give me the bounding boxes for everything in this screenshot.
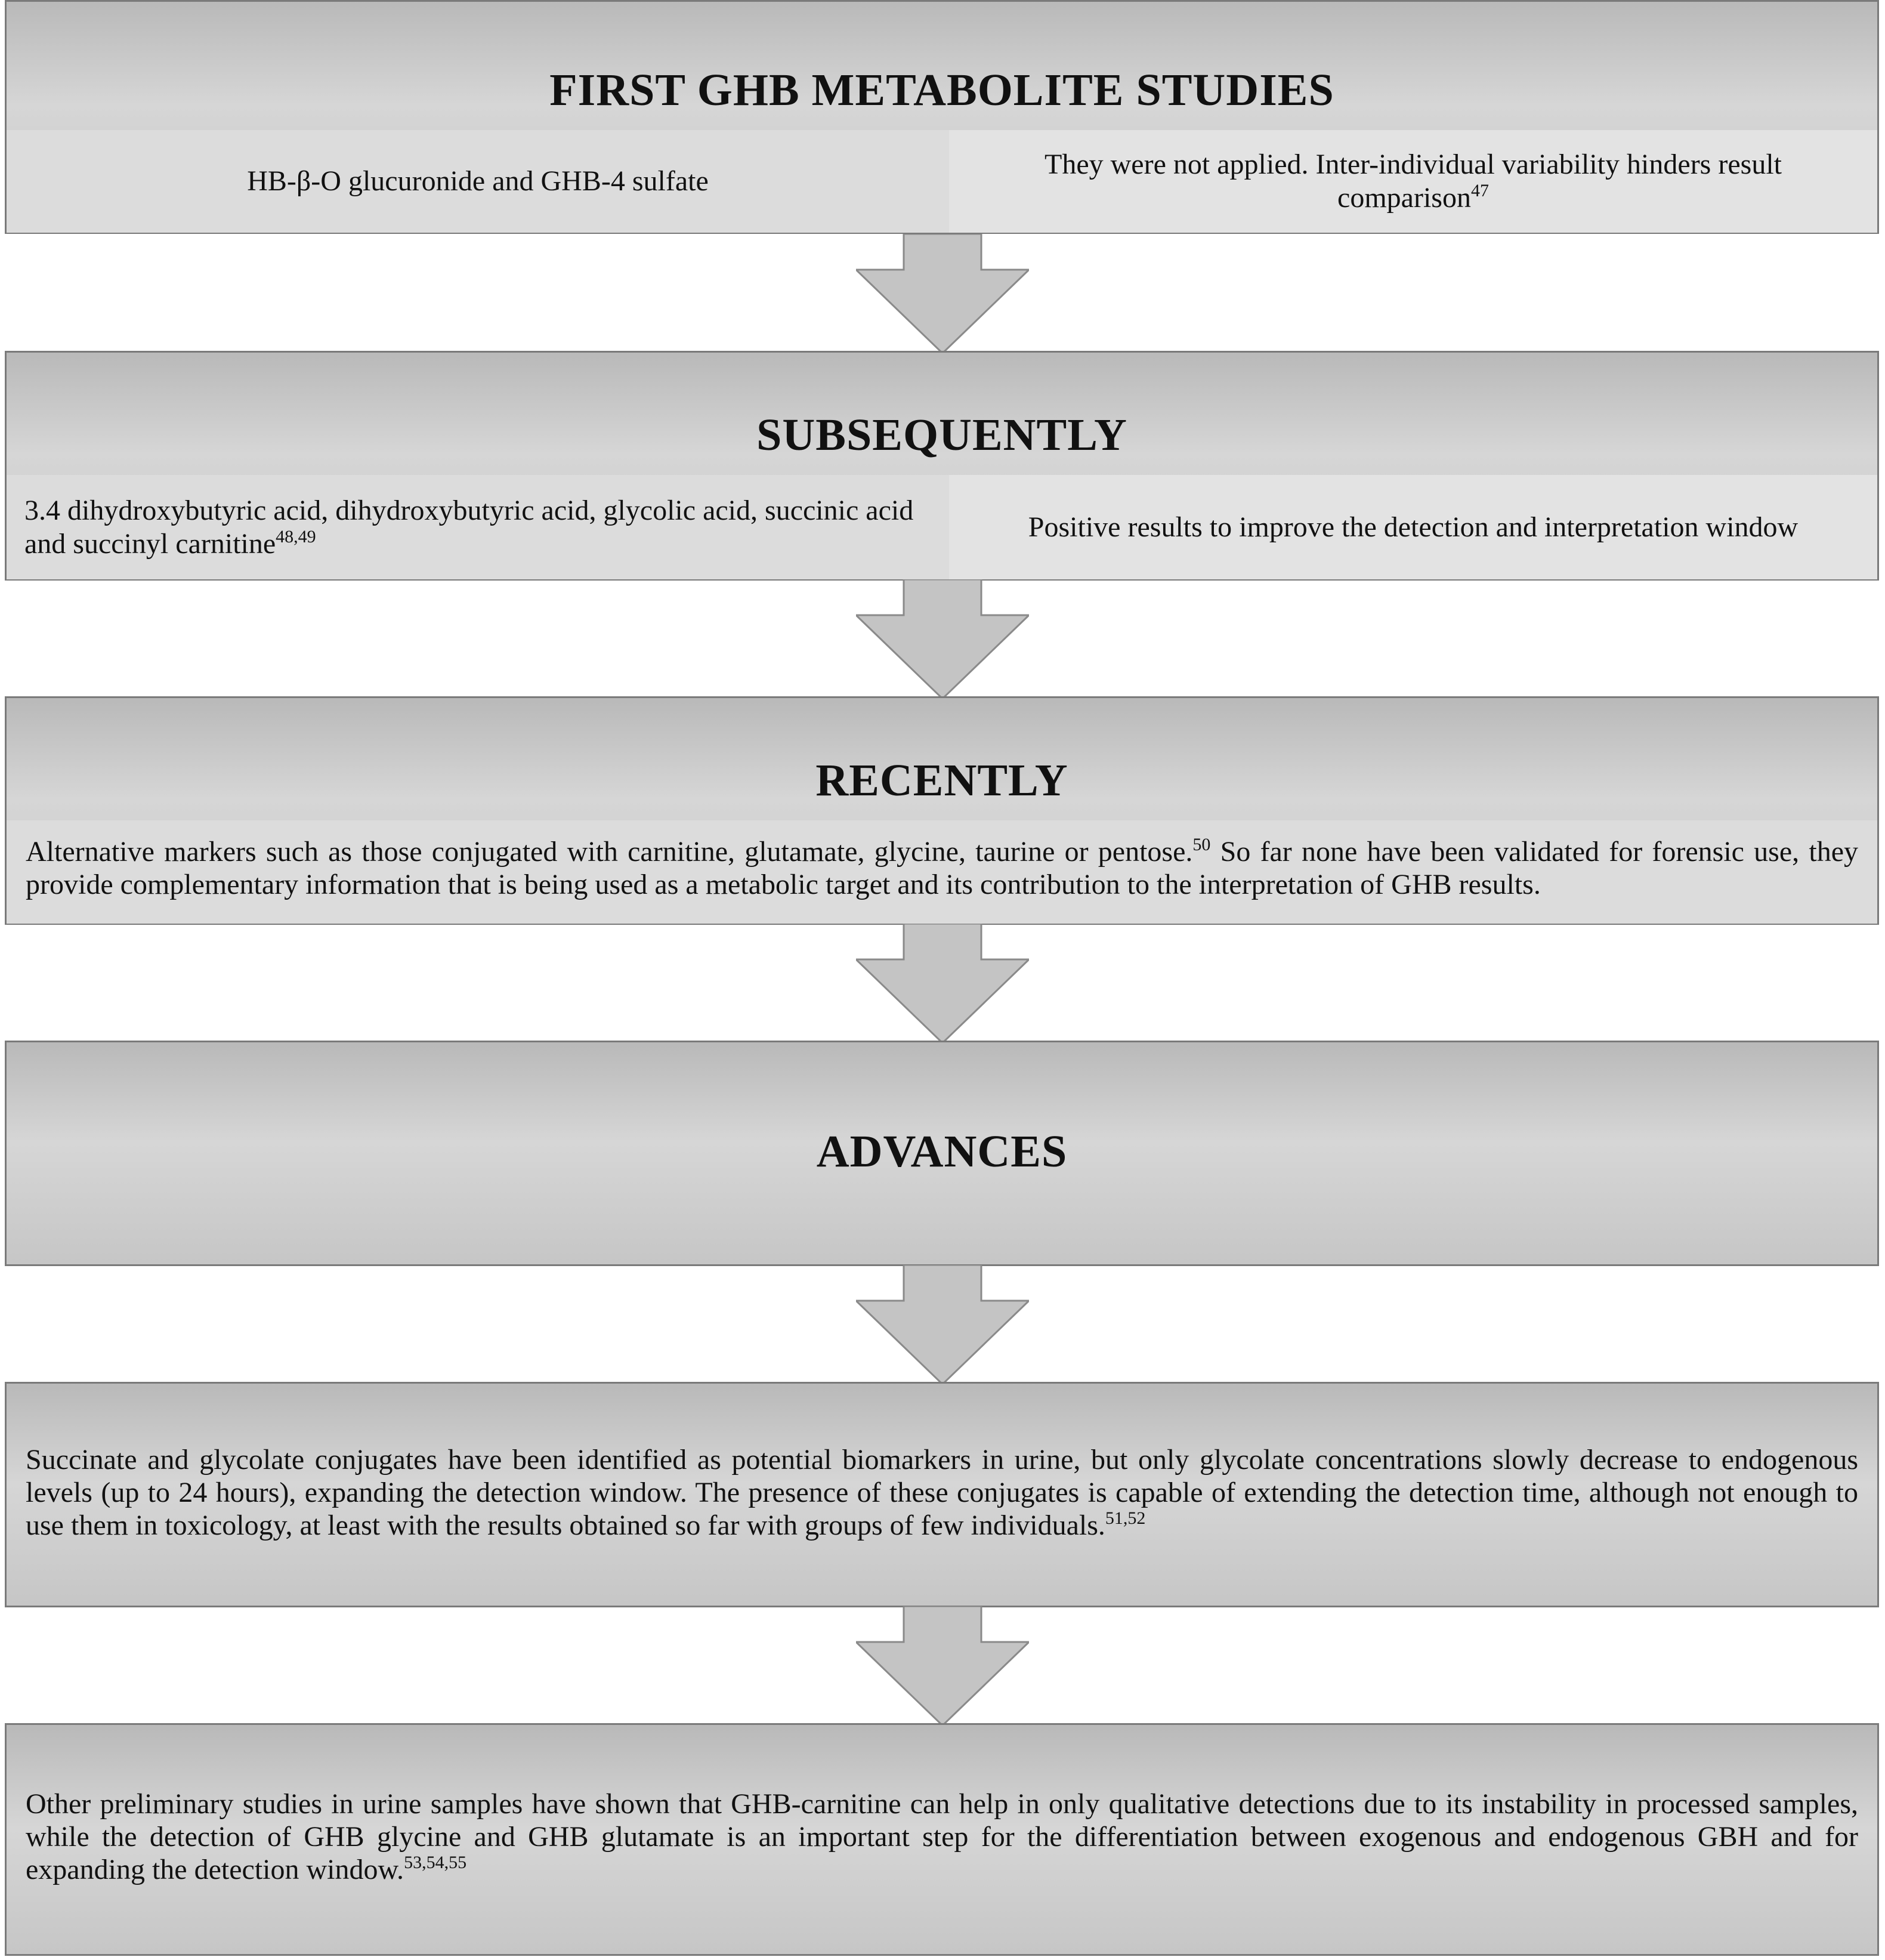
down-arrow-icon xyxy=(856,1265,1029,1384)
detail-band xyxy=(7,475,1877,579)
stage-title: RECENTLY xyxy=(815,755,1068,805)
reference: 47 xyxy=(1470,181,1489,200)
recently-description: Alternative markers such as those conjugated with carnitine, glutamate, glycine, taurine or pentose.$^{50}$ So far none have been validated for forensic use, they provide complementary information that is being used as a metabolic target and its contribution to the interpretation of GHB results. xyxy=(26,835,1859,900)
reference: 53,54,55 xyxy=(404,1853,467,1872)
stage-preliminary-studies xyxy=(5,1723,1879,1956)
detail-band xyxy=(7,820,1877,924)
stage-title: ADVANCES xyxy=(816,1126,1068,1177)
reference: 50 xyxy=(1192,835,1211,854)
down-arrow-icon xyxy=(856,924,1029,1043)
outcome-note: They were not applied. Inter-individual variability hinders result comparison$^{47}$ xyxy=(949,130,1877,233)
down-arrow-icon xyxy=(856,234,1029,353)
detail-band xyxy=(7,130,1877,233)
outcome-note: Positive results to improve the detection and interpretation window xyxy=(949,475,1877,579)
metabolite-list: HB-β-O glucuronide and GHB-4 sulfate xyxy=(247,165,709,197)
metabolite-list: 3.4 dihydroxybutyric acid, dihydroxybutyric acid, glycolic acid, succinic acid and succinyl carnitine$^{48,49}$ xyxy=(24,494,914,560)
stage-advances xyxy=(5,1041,1879,1266)
reference: 48,49 xyxy=(276,526,316,547)
preliminary-description: Other preliminary studies in urine samples have shown that GHB-carnitine can help in only qualitative detections due to its instability in processed samples, while the detection of GHB glycine and GHB glutamate is an important step for the differentiation between exogenous and endogenous GBH and for expanding the detection window.$^{53,54,55}$ xyxy=(26,1788,1858,1885)
stage-first-studies xyxy=(5,0,1879,234)
stage-subsequently xyxy=(5,351,1879,581)
down-arrow-icon xyxy=(856,579,1029,699)
stage-recently xyxy=(5,696,1879,925)
stage-conjugates-finding xyxy=(5,1382,1879,1607)
stage-title: SUBSEQUENTLY xyxy=(756,410,1127,460)
stage-title: FIRST GHB METABOLITE STUDIES xyxy=(549,65,1334,115)
reference: 51,52 xyxy=(1105,1508,1146,1528)
down-arrow-icon xyxy=(856,1606,1029,1726)
conjugates-description: Succinate and glycolate conjugates have been identified as potential biomarkers in urine, but only glycolate concentrations slowly decrease to endogenous levels (up to 24 hours), expanding the detection window. The presence of these conjugates is capable of extending the detection time, although not enough to use them in toxicology, at least with the results obtained so far with groups of few individuals.$^{51,52}$ xyxy=(26,1444,1858,1541)
